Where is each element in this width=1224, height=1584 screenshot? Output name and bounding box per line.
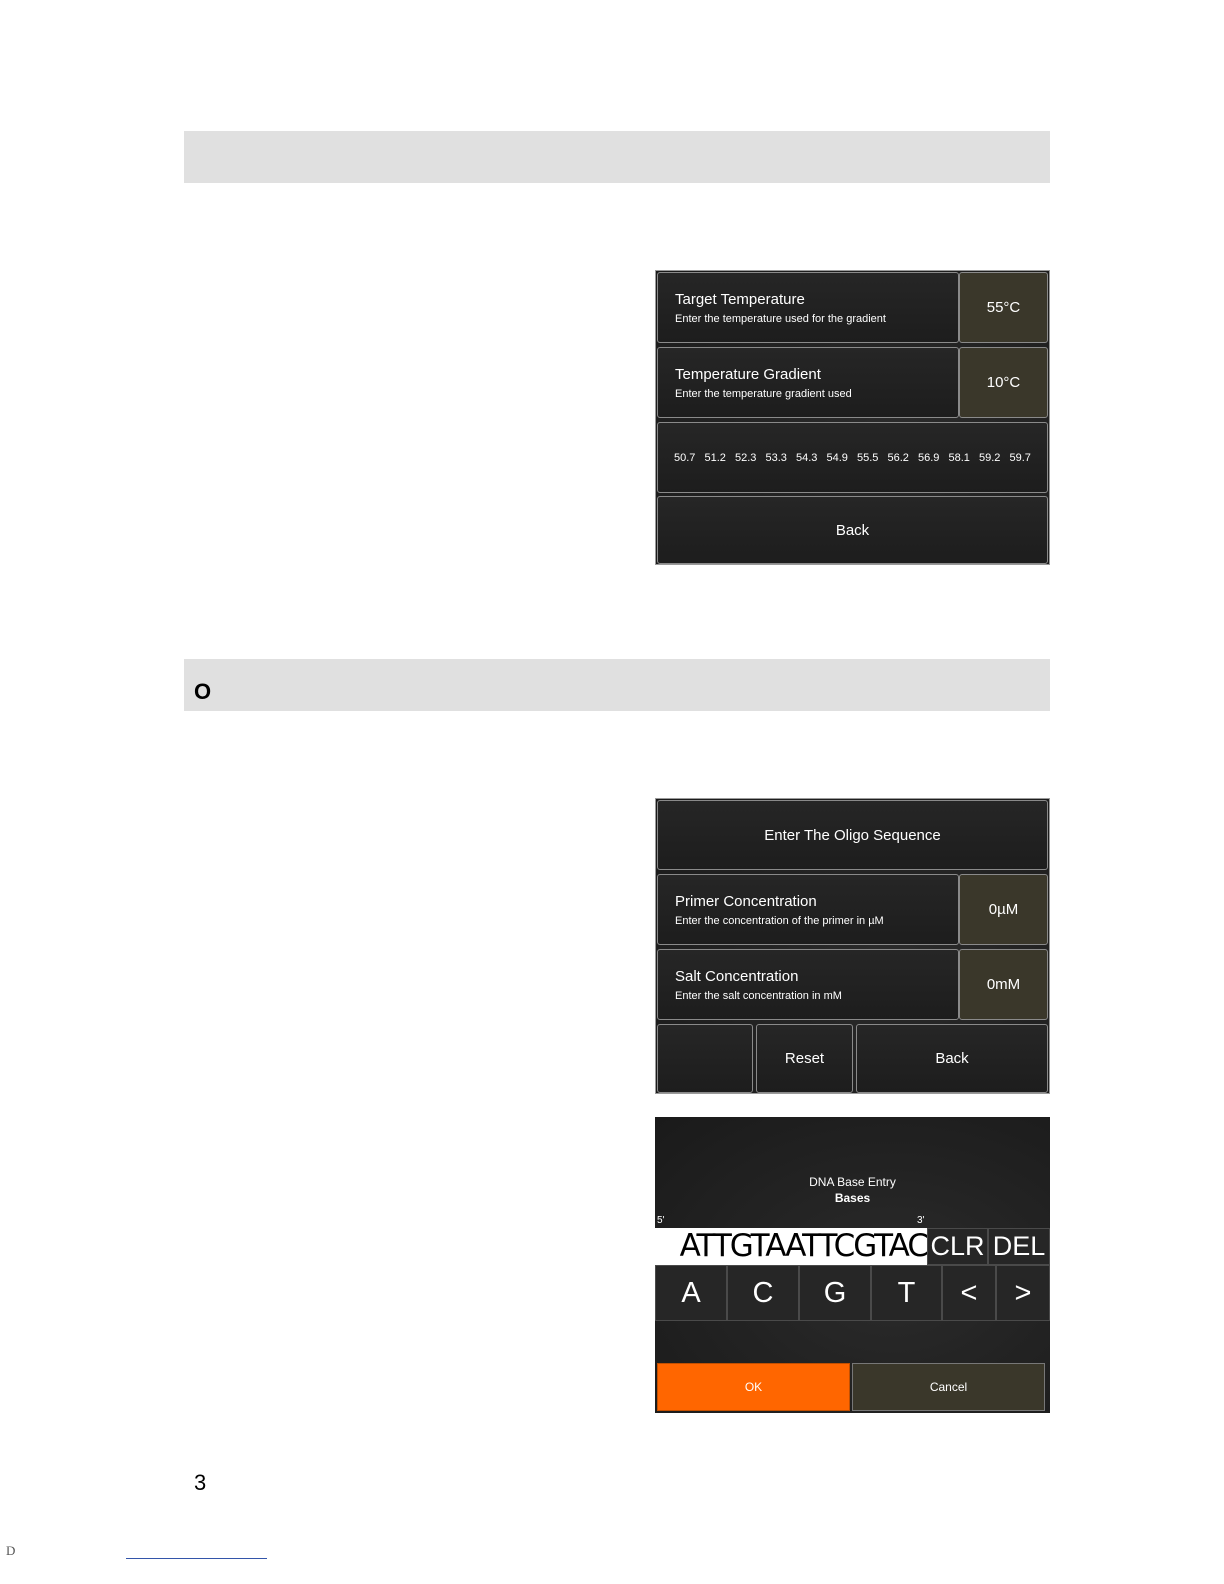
- dna-entry-subtitle: Bases: [834, 1191, 871, 1205]
- temperature-gradient-value[interactable]: 10°C: [959, 347, 1048, 418]
- salt-concentration-subtitle: Enter the salt concentration in mM: [675, 990, 842, 1002]
- target-temperature-label-cell[interactable]: [657, 272, 959, 343]
- target-temperature-subtitle: Enter the temperature used for the gradient: [675, 313, 886, 325]
- gradient-value: 53.3: [765, 451, 787, 464]
- cursor-right-button[interactable]: >: [996, 1265, 1050, 1321]
- salt-concentration-row: [657, 949, 1048, 1020]
- gradient-value: 59.2: [979, 451, 1001, 464]
- page-number: 3: [194, 1470, 207, 1495]
- gradient-value: 56.9: [918, 451, 940, 464]
- salt-concentration-label-cell[interactable]: [657, 949, 959, 1020]
- base-key-a[interactable]: A: [655, 1265, 727, 1321]
- footer-letter: D: [6, 1543, 16, 1558]
- three-prime-label: 3': [917, 1215, 925, 1226]
- gradient-value: 50.7: [674, 451, 696, 464]
- clear-button[interactable]: CLR: [927, 1228, 988, 1265]
- primer-concentration-label-cell[interactable]: [657, 874, 959, 945]
- base-key-c[interactable]: C: [727, 1265, 799, 1321]
- gradient-value: 54.9: [826, 451, 848, 464]
- temperature-gradient-row: [657, 347, 1048, 418]
- ok-button[interactable]: OK: [657, 1363, 850, 1411]
- dna-base-entry-panel: [655, 1117, 1050, 1413]
- cursor-left-button[interactable]: <: [942, 1265, 996, 1321]
- gradient-value: 51.2: [704, 451, 726, 464]
- target-temperature-row: [657, 272, 1048, 343]
- primer-concentration-row: [657, 874, 1048, 945]
- calculate-button[interactable]: [657, 1024, 753, 1093]
- gradient-value: 52.3: [735, 451, 757, 464]
- gradient-value: 58.1: [948, 451, 970, 464]
- gradient-values-row: [657, 422, 1048, 493]
- delete-button[interactable]: DEL: [988, 1228, 1050, 1265]
- temperature-gradient-subtitle: Enter the temperature gradient used: [675, 388, 852, 400]
- gradient-value: 59.7: [1009, 451, 1031, 464]
- primer-concentration-title: Primer Concentration: [675, 893, 817, 910]
- footer-link-underline: [126, 1558, 267, 1559]
- salt-concentration-value[interactable]: 0mM: [959, 949, 1048, 1020]
- primer-concentration-value[interactable]: 0µM: [959, 874, 1048, 945]
- salt-concentration-title: Salt Concentration: [675, 968, 799, 985]
- primer-concentration-subtitle: Enter the concentration of the primer in µM: [675, 915, 884, 927]
- sequence-bar: [655, 1228, 1050, 1265]
- oligo-actions-row: [657, 1024, 1048, 1093]
- gradient-value: 54.3: [796, 451, 818, 464]
- section-header-band: [184, 131, 1050, 183]
- base-key-g[interactable]: G: [799, 1265, 871, 1321]
- section-letter: O: [194, 679, 212, 704]
- sequence-display[interactable]: ATTGTAATTCGTAC: [655, 1228, 927, 1265]
- five-prime-label: 5': [657, 1215, 665, 1226]
- enter-oligo-row: [657, 800, 1048, 870]
- gradient-value: 55.5: [857, 451, 879, 464]
- target-temperature-value[interactable]: 55°C: [959, 272, 1048, 343]
- reset-button[interactable]: Reset: [756, 1024, 853, 1093]
- dna-entry-title: DNA Base Entry: [809, 1175, 896, 1189]
- back-row: [657, 496, 1048, 564]
- back-button[interactable]: Back: [657, 496, 1048, 564]
- base-key-t[interactable]: T: [871, 1265, 942, 1321]
- cancel-button[interactable]: Cancel: [852, 1363, 1045, 1411]
- temperature-gradient-title: Temperature Gradient: [675, 366, 821, 383]
- gradient-panel: [655, 270, 1050, 565]
- target-temperature-title: Target Temperature: [675, 291, 805, 308]
- gradient-values-list: [657, 422, 1048, 493]
- back-button[interactable]: Back: [856, 1024, 1048, 1093]
- gradient-value: 56.2: [887, 451, 909, 464]
- enter-oligo-sequence-button[interactable]: Enter The Oligo Sequence: [657, 800, 1048, 870]
- oligo-panel: [655, 798, 1050, 1094]
- section-header-band: [184, 659, 1050, 711]
- temperature-gradient-label-cell[interactable]: [657, 347, 959, 418]
